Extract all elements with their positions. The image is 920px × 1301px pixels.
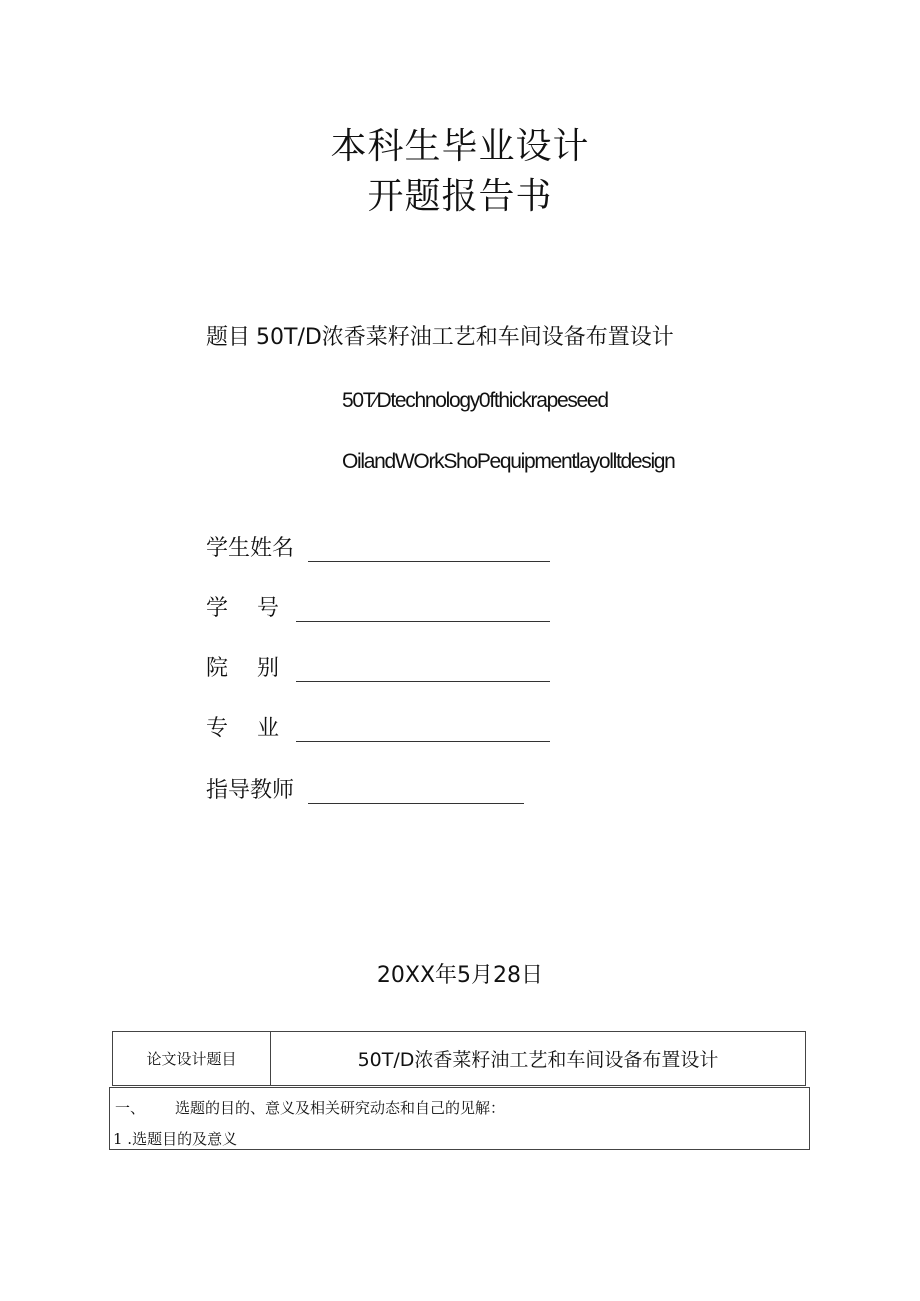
topic-table [112,1031,806,1086]
section-heading [115,1097,505,1118]
topic-label: 题目 [206,325,251,350]
field-student-name [206,534,556,566]
field-label-department: 院 别 [206,656,279,681]
field-label-advisor: 指导教师 [206,778,295,803]
section-number: 一、 [115,1099,146,1117]
field-advisor [206,776,536,808]
topic-line [206,320,674,351]
field-line-student-id [296,621,550,622]
topic-english-line1: 50T⁄Dtechnology0fthickrapeseed [342,389,608,412]
section-table [109,1087,810,1150]
field-line-student-name [308,561,550,562]
field-department [206,654,556,686]
section-title: 选题的目的、意义及相关研究动态和自己的见解： [175,1099,506,1117]
field-major [206,714,556,746]
field-label-major: 专 业 [206,716,279,741]
report-date: 20XX年5月28日 [376,963,544,988]
field-label-student-name: 学生姓名 [206,536,295,561]
field-line-major [296,741,550,742]
subsection-heading: 1 .选题目的及意义 [113,1130,238,1148]
field-student-id [206,594,556,626]
cover-title-line2: 开题报告书 [367,176,553,217]
topic-chinese: 50T/D浓香菜籽油工艺和车间设备布置设计 [256,325,674,350]
topic-table-value: 50T/D浓香菜籽油工艺和车间设备布置设计 [357,1049,719,1071]
field-line-department [296,681,550,682]
topic-english-line2: OilandWOrkShoPequipmentlayolltdesign [342,450,675,473]
field-line-advisor [308,803,524,804]
topic-table-header: 论文设计题目 [113,1032,271,1085]
cover-title-line1: 本科生毕业设计 [330,126,590,167]
field-label-student-id: 学 号 [206,596,279,621]
